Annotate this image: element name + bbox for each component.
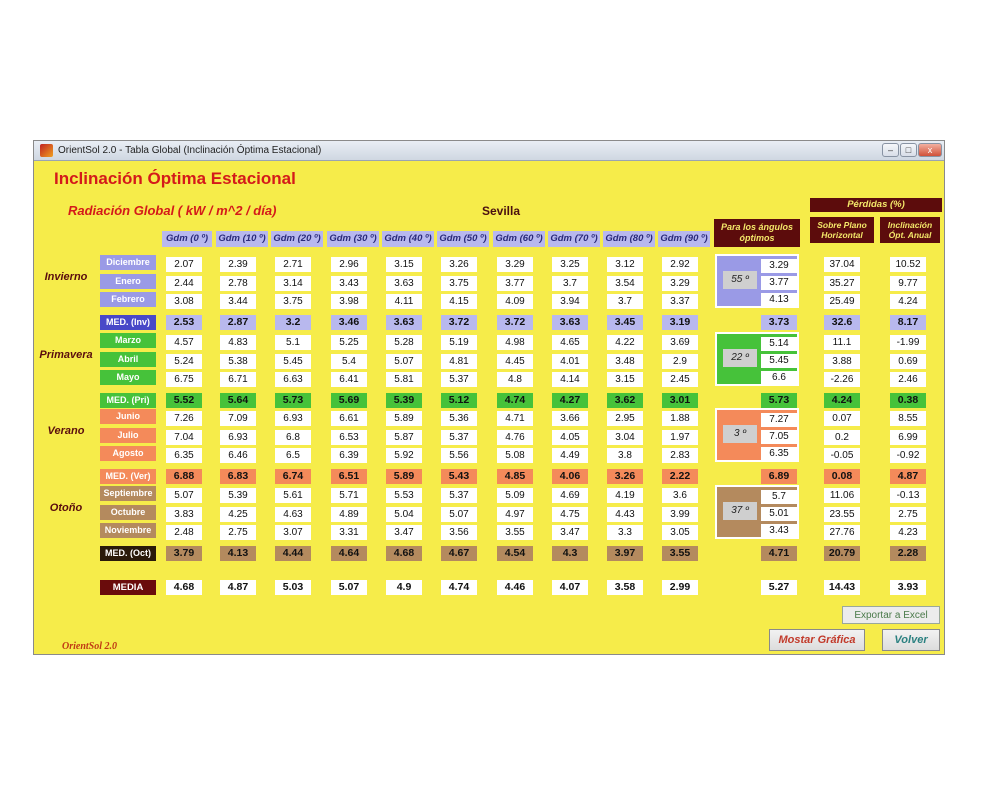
- table-cell: 5.87: [386, 430, 422, 445]
- table-cell: 5.45: [275, 354, 311, 369]
- season-average-cell: 5.39: [386, 393, 422, 408]
- season-average-cell: 4.27: [552, 393, 588, 408]
- season-average-label: MED. (Inv): [100, 315, 156, 330]
- season-average-cell: 3.45: [607, 315, 643, 330]
- optimal-angle-box: [715, 485, 799, 539]
- table-cell: 5.92: [386, 448, 422, 463]
- table-cell: 3.15: [386, 257, 422, 272]
- media-cell: 4.07: [552, 580, 588, 595]
- table-cell: 5.24: [166, 354, 202, 369]
- season-average-cell: 3.62: [607, 393, 643, 408]
- window-controls: [882, 143, 942, 157]
- table-cell: 4.01: [552, 354, 588, 369]
- table-cell: 4.76: [497, 430, 533, 445]
- table-cell: 4.14: [552, 372, 588, 387]
- table-cell: 4.22: [607, 335, 643, 350]
- table-cell: 3.47: [386, 525, 422, 540]
- perdidas-column-header: Sobre Plano Horizontal: [810, 217, 874, 243]
- table-cell: 7.04: [166, 430, 202, 445]
- table-cell: 5.36: [441, 411, 477, 426]
- table-cell: 3.83: [166, 507, 202, 522]
- table-cell: 3.63: [386, 276, 422, 291]
- table-cell: 5.25: [331, 335, 367, 350]
- season-average-label: MED. (Ver): [100, 469, 156, 484]
- table-cell: 4.57: [166, 335, 202, 350]
- window-title: OrientSol 2.0 - Tabla Global (Inclinación Óptima Estacional): [58, 145, 322, 156]
- table-cell: 3.7: [552, 276, 588, 291]
- optimal-angles-header: Para los ángulos óptimos: [714, 219, 800, 247]
- table-cell: 3.77: [497, 276, 533, 291]
- table-cell: 4.19: [607, 488, 643, 503]
- loss-horizontal-cell: 0.07: [824, 411, 860, 426]
- season-average-optimal: 3.73: [761, 315, 797, 330]
- season-average-cell: 4.67: [441, 546, 477, 561]
- optimal-month-value: 3.29: [761, 259, 797, 273]
- main-title: Inclinación Óptima Estacional: [54, 169, 296, 188]
- column-header: Gdm (20 º): [271, 231, 323, 247]
- loss-annual-cell: 6.99: [890, 430, 926, 445]
- season-average-cell: 4.64: [331, 546, 367, 561]
- table-cell: 3.26: [441, 257, 477, 272]
- table-cell: 4.98: [497, 335, 533, 350]
- month-label: Junio: [100, 409, 156, 424]
- season-average-cell: 3.63: [386, 315, 422, 330]
- table-cell: 4.09: [497, 294, 533, 309]
- season-average-cell: 6.88: [166, 469, 202, 484]
- season-average-cell: 5.73: [275, 393, 311, 408]
- maximize-button[interactable]: □: [900, 143, 917, 157]
- table-cell: 4.05: [552, 430, 588, 445]
- month-label: Mayo: [100, 370, 156, 385]
- media-cell: 2.99: [662, 580, 698, 595]
- table-cell: 3.75: [441, 276, 477, 291]
- season-average-cell: 3.55: [662, 546, 698, 561]
- table-cell: 3.66: [552, 411, 588, 426]
- table-cell: 6.63: [275, 372, 311, 387]
- column-header: Gdm (90 º): [658, 231, 710, 247]
- table-cell: 6.93: [275, 411, 311, 426]
- media-cell: 5.03: [275, 580, 311, 595]
- loss-horizontal-cell: 23.55: [824, 507, 860, 522]
- table-cell: 6.35: [166, 448, 202, 463]
- season-average-label: MED. (Oct): [100, 546, 156, 561]
- table-cell: 3.43: [331, 276, 367, 291]
- table-cell: 2.96: [331, 257, 367, 272]
- table-cell: 3.29: [497, 257, 533, 272]
- minimize-button[interactable]: –: [882, 143, 899, 157]
- season-label: Primavera: [39, 349, 93, 361]
- table-cell: 5.71: [331, 488, 367, 503]
- media-cell: 5.07: [331, 580, 367, 595]
- table-cell: 5.39: [220, 488, 256, 503]
- season-average-loss-a: 2.28: [890, 546, 926, 561]
- table-cell: 5.07: [441, 507, 477, 522]
- optimal-month-value: 5.14: [761, 337, 797, 351]
- optimal-month-value: 5.45: [761, 354, 797, 368]
- table-cell: 3.48: [607, 354, 643, 369]
- table-cell: 5.1: [275, 335, 311, 350]
- table-cell: 3.54: [607, 276, 643, 291]
- table-cell: 3.94: [552, 294, 588, 309]
- table-cell: 3.05: [662, 525, 698, 540]
- loss-horizontal-cell: 27.76: [824, 525, 860, 540]
- table-cell: 2.39: [220, 257, 256, 272]
- table-cell: 2.44: [166, 276, 202, 291]
- loss-annual-cell: 4.24: [890, 294, 926, 309]
- table-cell: 5.09: [497, 488, 533, 503]
- optimal-month-value: 3.43: [761, 524, 797, 538]
- month-label: Abril: [100, 352, 156, 367]
- loss-annual-cell: -0.13: [890, 488, 926, 503]
- table-cell: 2.9: [662, 354, 698, 369]
- season-average-cell: 5.52: [166, 393, 202, 408]
- season-average-cell: 3.72: [441, 315, 477, 330]
- table-cell: 6.61: [331, 411, 367, 426]
- season-average-cell: 5.43: [441, 469, 477, 484]
- season-average-cell: 2.22: [662, 469, 698, 484]
- media-cell: 4.68: [166, 580, 202, 595]
- table-cell: 3.3: [607, 525, 643, 540]
- table-cell: 3.6: [662, 488, 698, 503]
- season-average-optimal: 5.73: [761, 393, 797, 408]
- close-button[interactable]: x: [918, 143, 942, 157]
- season-average-cell: 6.83: [220, 469, 256, 484]
- loss-horizontal-cell: 11.1: [824, 335, 860, 350]
- season-average-optimal: 6.89: [761, 469, 797, 484]
- show-chart-button[interactable]: Mostar Gráfica: [769, 629, 865, 651]
- season-average-cell: 4.44: [275, 546, 311, 561]
- table-cell: 6.53: [331, 430, 367, 445]
- optimal-angle-box: [715, 408, 799, 462]
- table-cell: 3.55: [497, 525, 533, 540]
- table-cell: 3.98: [331, 294, 367, 309]
- optimal-month-value: 5.7: [761, 490, 797, 504]
- table-cell: 4.15: [441, 294, 477, 309]
- loss-annual-cell: 2.75: [890, 507, 926, 522]
- subtitle: Radiación Global ( kW / m^2 / día): [68, 203, 277, 218]
- table-cell: 4.43: [607, 507, 643, 522]
- table-cell: 3.44: [220, 294, 256, 309]
- table-cell: 5.81: [386, 372, 422, 387]
- table-cell: 4.97: [497, 507, 533, 522]
- table-cell: 5.28: [386, 335, 422, 350]
- season-average-cell: 3.97: [607, 546, 643, 561]
- season-average-cell: 5.12: [441, 393, 477, 408]
- table-cell: 6.46: [220, 448, 256, 463]
- table-cell: 5.53: [386, 488, 422, 503]
- season-average-cell: 3.2: [275, 315, 311, 330]
- table-cell: 4.45: [497, 354, 533, 369]
- table-cell: 3.99: [662, 507, 698, 522]
- season-average-cell: 3.26: [607, 469, 643, 484]
- column-header: Gdm (0 º): [162, 231, 212, 247]
- table-cell: 5.4: [331, 354, 367, 369]
- table-cell: 2.75: [220, 525, 256, 540]
- season-average-loss-h: 0.08: [824, 469, 860, 484]
- optimal-month-value: 6.6: [761, 371, 797, 385]
- matlab-icon: [40, 144, 53, 157]
- season-average-cell: 5.89: [386, 469, 422, 484]
- month-label: Octubre: [100, 505, 156, 520]
- table-cell: 2.07: [166, 257, 202, 272]
- media-optimal: 5.27: [761, 580, 797, 595]
- table-cell: 4.69: [552, 488, 588, 503]
- season-average-cell: 4.13: [220, 546, 256, 561]
- orientsol-window: [33, 140, 945, 655]
- season-label: Otoño: [49, 502, 83, 514]
- table-cell: 5.89: [386, 411, 422, 426]
- table-cell: 2.95: [607, 411, 643, 426]
- month-label: Enero: [100, 274, 156, 289]
- month-label: Septiembre: [100, 486, 156, 501]
- table-cell: 3.69: [662, 335, 698, 350]
- table-cell: 6.71: [220, 372, 256, 387]
- title-bar: [34, 141, 944, 161]
- loss-annual-cell: 10.52: [890, 257, 926, 272]
- table-cell: 5.08: [497, 448, 533, 463]
- media-loss-h: 14.43: [824, 580, 860, 595]
- optimal-angle-value: 37 º: [723, 502, 757, 520]
- season-average-cell: 4.06: [552, 469, 588, 484]
- table-cell: 5.37: [441, 430, 477, 445]
- brand-logo: OrientSol 2.0: [62, 641, 118, 652]
- table-cell: 6.5: [275, 448, 311, 463]
- optimal-month-value: 7.27: [761, 413, 797, 427]
- season-average-cell: 3.46: [331, 315, 367, 330]
- back-button[interactable]: Volver: [882, 629, 940, 651]
- loss-horizontal-cell: -0.05: [824, 448, 860, 463]
- optimal-angle-box: [715, 254, 799, 308]
- season-average-cell: 5.64: [220, 393, 256, 408]
- table-cell: 1.88: [662, 411, 698, 426]
- table-cell: 5.38: [220, 354, 256, 369]
- loss-horizontal-cell: 3.88: [824, 354, 860, 369]
- perdidas-header: Pérdidas (%): [810, 198, 942, 212]
- column-header: Gdm (60 º): [493, 231, 545, 247]
- table-cell: 7.26: [166, 411, 202, 426]
- season-average-cell: 3.72: [497, 315, 533, 330]
- table-cell: 4.49: [552, 448, 588, 463]
- season-average-loss-a: 0.38: [890, 393, 926, 408]
- table-cell: 6.39: [331, 448, 367, 463]
- season-average-loss-h: 32.6: [824, 315, 860, 330]
- optimal-month-value: 6.35: [761, 447, 797, 461]
- media-cell: 4.87: [220, 580, 256, 595]
- optimal-month-value: 3.77: [761, 276, 797, 290]
- loss-annual-cell: 0.69: [890, 354, 926, 369]
- table-cell: 3.8: [607, 448, 643, 463]
- table-cell: 2.48: [166, 525, 202, 540]
- season-average-cell: 3.79: [166, 546, 202, 561]
- table-cell: 4.89: [331, 507, 367, 522]
- table-cell: 5.07: [386, 354, 422, 369]
- season-average-cell: 4.74: [497, 393, 533, 408]
- table-cell: 3.75: [275, 294, 311, 309]
- table-cell: 3.25: [552, 257, 588, 272]
- season-average-optimal: 4.71: [761, 546, 797, 561]
- media-cell: 3.58: [607, 580, 643, 595]
- table-cell: 3.7: [607, 294, 643, 309]
- optimal-angle-value: 55 º: [723, 271, 757, 289]
- table-cell: 4.11: [386, 294, 422, 309]
- optimal-angle-value: 22 º: [723, 349, 757, 367]
- table-cell: 5.61: [275, 488, 311, 503]
- table-cell: 4.25: [220, 507, 256, 522]
- table-cell: 5.04: [386, 507, 422, 522]
- loss-horizontal-cell: 11.06: [824, 488, 860, 503]
- loss-horizontal-cell: 0.2: [824, 430, 860, 445]
- column-header: Gdm (80 º): [603, 231, 655, 247]
- table-cell: 3.12: [607, 257, 643, 272]
- table-cell: 6.93: [220, 430, 256, 445]
- table-cell: 2.45: [662, 372, 698, 387]
- city-label: Sevilla: [482, 204, 521, 218]
- loss-annual-cell: 4.23: [890, 525, 926, 540]
- season-average-cell: 4.54: [497, 546, 533, 561]
- table-cell: 3.37: [662, 294, 698, 309]
- table-cell: 3.14: [275, 276, 311, 291]
- optimal-angle-box: [715, 332, 799, 386]
- season-average-loss-h: 20.79: [824, 546, 860, 561]
- season-average-cell: 3.01: [662, 393, 698, 408]
- season-label: Verano: [47, 425, 85, 437]
- table-cell: 5.19: [441, 335, 477, 350]
- month-label: Agosto: [100, 446, 156, 461]
- season-average-cell: 2.53: [166, 315, 202, 330]
- loss-annual-cell: -0.92: [890, 448, 926, 463]
- month-label: Febrero: [100, 292, 156, 307]
- season-average-cell: 6.51: [331, 469, 367, 484]
- media-cell: 4.46: [497, 580, 533, 595]
- season-average-cell: 4.3: [552, 546, 588, 561]
- media-loss-a: 3.93: [890, 580, 926, 595]
- media-label: MEDIA: [100, 580, 156, 595]
- table-cell: 3.31: [331, 525, 367, 540]
- table-cell: 2.71: [275, 257, 311, 272]
- season-average-label: MED. (Pri): [100, 393, 156, 408]
- table-cell: 4.81: [441, 354, 477, 369]
- season-average-cell: 6.74: [275, 469, 311, 484]
- table-cell: 4.71: [497, 411, 533, 426]
- column-header: Gdm (70 º): [548, 231, 600, 247]
- table-cell: 2.78: [220, 276, 256, 291]
- table-cell: 4.65: [552, 335, 588, 350]
- column-header: Gdm (40 º): [382, 231, 434, 247]
- table-cell: 4.83: [220, 335, 256, 350]
- table-cell: 4.75: [552, 507, 588, 522]
- optimal-angle-value: 3 º: [723, 425, 757, 443]
- loss-horizontal-cell: -2.26: [824, 372, 860, 387]
- perdidas-column-header: Inclinación Ópt. Anual: [880, 217, 940, 243]
- loss-horizontal-cell: 37.04: [824, 257, 860, 272]
- table-cell: 3.08: [166, 294, 202, 309]
- table-cell: 3.29: [662, 276, 698, 291]
- export-excel-button[interactable]: Exportar a Excel: [842, 606, 940, 624]
- optimal-month-value: 4.13: [761, 293, 797, 307]
- month-label: Diciembre: [100, 255, 156, 270]
- season-average-cell: 4.68: [386, 546, 422, 561]
- column-header: Gdm (10 º): [216, 231, 268, 247]
- season-average-loss-h: 4.24: [824, 393, 860, 408]
- loss-annual-cell: -1.99: [890, 335, 926, 350]
- table-cell: 4.63: [275, 507, 311, 522]
- table-cell: 4.8: [497, 372, 533, 387]
- season-average-cell: 5.69: [331, 393, 367, 408]
- table-cell: 6.8: [275, 430, 311, 445]
- season-average-cell: 3.19: [662, 315, 698, 330]
- column-header: Gdm (50 º): [437, 231, 489, 247]
- table-cell: 5.37: [441, 372, 477, 387]
- loss-annual-cell: 2.46: [890, 372, 926, 387]
- optimal-month-value: 5.01: [761, 507, 797, 521]
- season-label: Invierno: [44, 271, 88, 283]
- table-cell: 6.41: [331, 372, 367, 387]
- table-cell: 2.92: [662, 257, 698, 272]
- table-cell: 5.07: [166, 488, 202, 503]
- month-label: Noviembre: [100, 523, 156, 538]
- season-average-loss-a: 4.87: [890, 469, 926, 484]
- loss-horizontal-cell: 35.27: [824, 276, 860, 291]
- season-average-cell: 3.63: [552, 315, 588, 330]
- table-cell: 7.09: [220, 411, 256, 426]
- loss-annual-cell: 9.77: [890, 276, 926, 291]
- column-header: Gdm (30 º): [327, 231, 379, 247]
- media-cell: 4.9: [386, 580, 422, 595]
- season-average-cell: 2.87: [220, 315, 256, 330]
- month-label: Marzo: [100, 333, 156, 348]
- table-cell: 5.37: [441, 488, 477, 503]
- season-average-loss-a: 8.17: [890, 315, 926, 330]
- table-cell: 3.56: [441, 525, 477, 540]
- table-cell: 1.97: [662, 430, 698, 445]
- table-cell: 3.47: [552, 525, 588, 540]
- media-cell: 4.74: [441, 580, 477, 595]
- table-cell: 5.56: [441, 448, 477, 463]
- table-cell: 3.07: [275, 525, 311, 540]
- table-cell: 3.04: [607, 430, 643, 445]
- month-label: Julio: [100, 428, 156, 443]
- loss-horizontal-cell: 25.49: [824, 294, 860, 309]
- table-cell: 6.75: [166, 372, 202, 387]
- table-cell: 3.15: [607, 372, 643, 387]
- season-average-cell: 4.85: [497, 469, 533, 484]
- loss-annual-cell: 8.55: [890, 411, 926, 426]
- optimal-month-value: 7.05: [761, 430, 797, 444]
- table-cell: 2.83: [662, 448, 698, 463]
